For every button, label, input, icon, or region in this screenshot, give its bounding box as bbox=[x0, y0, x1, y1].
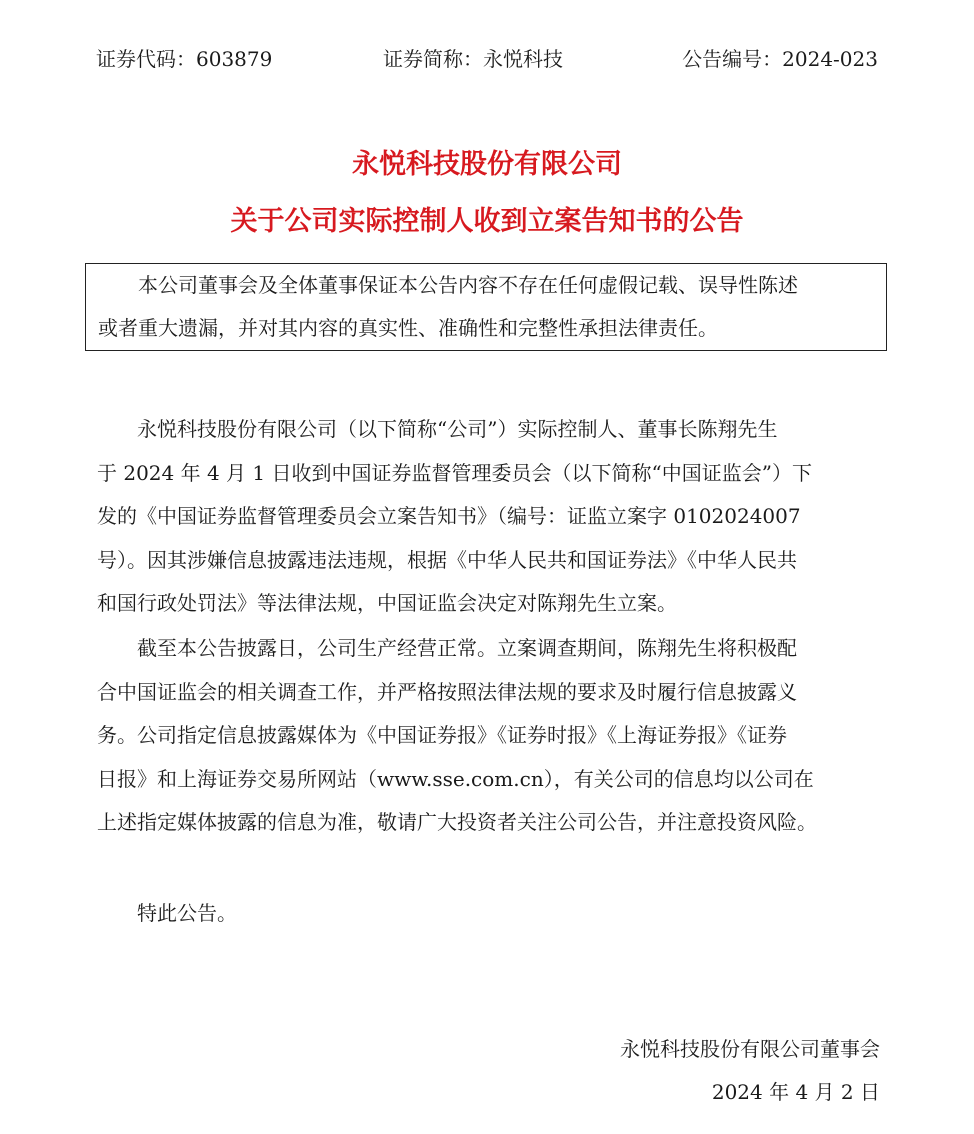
statement-line: 或者重大遗漏，并对其内容的真实性、准确性和完整性承担法律责任。 bbox=[98, 316, 718, 340]
paragraph-line: 日报》和上海证券交易所网站（www.sse.com.cn），有关公司的信息均以公司在 bbox=[97, 766, 814, 791]
paragraph-line: 于 2024 年 4 月 1 日收到中国证券监督管理委员会（以下简称“中国证监会”）下 bbox=[97, 460, 812, 485]
company-title: 永悦科技股份有限公司 bbox=[352, 149, 622, 180]
announcement-title: 关于公司实际控制人收到立案告知书的公告 bbox=[230, 206, 744, 237]
board-statement-box bbox=[85, 263, 887, 351]
paragraph-line: 务。公司指定信息披露媒体为《中国证券报》《证券时报》《上海证券报》《证券 bbox=[97, 723, 787, 747]
document-header bbox=[96, 44, 878, 74]
stock-abbreviation: 证券简称：永悦科技 bbox=[383, 47, 563, 71]
signature-organization: 永悦科技股份有限公司董事会 bbox=[620, 1037, 880, 1061]
paragraph-line: 合中国证监会的相关调查工作，并严格按照法律法规的要求及时履行信息披露义 bbox=[97, 679, 797, 704]
closing-remark bbox=[97, 892, 881, 936]
paragraph-operations bbox=[97, 627, 881, 845]
paragraph-line: 截至本公告披露日，公司生产经营正常。立案调查期间，陈翔先生将积极配 bbox=[97, 636, 797, 660]
stock-code: 证券代码：603879 bbox=[96, 47, 273, 71]
paragraph-line: 发的《中国证券监督管理委员会立案告知书》（编号：证监立案字 0102024007 bbox=[97, 504, 801, 528]
paragraph-line: 上述指定媒体披露的信息为准，敬请广大投资者关注公司公告，并注意投资风险。 bbox=[97, 810, 817, 834]
notice-number: 公告编号：2024-023 bbox=[682, 47, 878, 71]
closing-line: 特此公告。 bbox=[97, 901, 237, 925]
paragraph-investigation bbox=[97, 408, 881, 626]
statement-line: 本公司董事会及全体董事保证本公告内容不存在任何虚假记载、误导性陈述 bbox=[98, 273, 798, 297]
paragraph-line: 和国行政处罚法》等法律法规，中国证监会决定对陈翔先生立案。 bbox=[97, 591, 677, 615]
signature-date: 2024 年 4 月 2 日 bbox=[711, 1080, 880, 1104]
paragraph-line: 永悦科技股份有限公司（以下简称“公司”）实际控制人、董事长陈翔先生 bbox=[97, 417, 778, 441]
paragraph-line: 号）。因其涉嫌信息披露违法违规，根据《中华人民共和国证券法》《中华人民共 bbox=[97, 547, 797, 572]
